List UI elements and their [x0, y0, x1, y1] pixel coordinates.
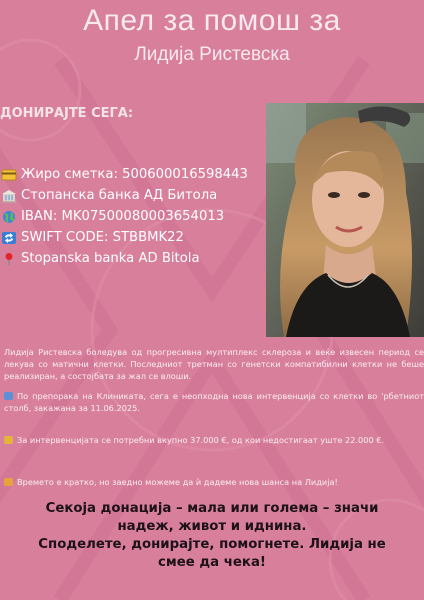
payment-swift-text: SWIFT CODE: STBBMK22: [21, 230, 184, 245]
payment-bank-text: Стопанска банка АД Битола: [21, 188, 218, 203]
red-pin-icon: [1, 252, 17, 266]
payment-account-row: [1, 164, 263, 185]
swap-arrows-icon: [1, 231, 17, 245]
payment-bank-latin-text: Stopanska banka AD Bitola: [21, 251, 200, 266]
story-paragraph-2: [4, 390, 424, 414]
payment-swift-row: [1, 227, 263, 248]
pushpin-icon: [4, 392, 13, 400]
callout-line-1: Секоја донација – мала или голема – значи надеж, живот и иднина.: [45, 501, 379, 534]
story-paragraph-3-text: За интервенцијата се потребни вкупно 37.000 €, од кои недостигаат уште 22.000 €.: [17, 435, 385, 445]
payment-iban-row: [1, 206, 263, 227]
globe-icon: [1, 210, 17, 224]
payment-account-text: Жиро сметка: 500600016598443: [21, 167, 248, 182]
story-paragraph-4-text: Времето е кратко, но заедно можеме да ѝ дадеме нова шанса на Лидија!: [17, 477, 338, 487]
story-paragraph-3: [4, 434, 424, 446]
payment-bank-row: [1, 185, 263, 206]
story-paragraph-2-text: По препорака на Клиниката, сега е неопходна нова интервенција со клетки во 'рбетниот столб, закажана за 11.06.2025.: [4, 391, 424, 413]
story-paragraph-1: Лидија Ристевска боледува од прогресивна мултиплекс склероза и веќе извесен период се лекува со матични клетки. Последниот третман со генетски компатибилни клетки не беше реализиран, а состојбата за жал се влоши.: [4, 347, 424, 381]
bank-icon: [1, 189, 17, 203]
donate-heading: ДОНИРАЈТЕ СЕГА:: [0, 106, 134, 121]
payment-details: [1, 164, 263, 269]
page-subtitle: Лидија Ристевска: [134, 44, 290, 65]
portrait-photo: [266, 103, 424, 337]
payment-bank-latin-row: [1, 248, 263, 269]
payment-iban-text: IBAN: MK07500080003654013: [21, 209, 225, 224]
hourglass-icon: [4, 478, 13, 486]
callout-message: [0, 500, 424, 572]
money-bag-icon: [4, 436, 13, 444]
callout-line-2: Споделете, донирајте, помогнете. Лидија не смее да чека!: [38, 537, 386, 570]
story-paragraph-4: [4, 476, 424, 488]
page-title: Апел за помош за: [83, 4, 341, 37]
credit-card-icon: [1, 168, 17, 182]
